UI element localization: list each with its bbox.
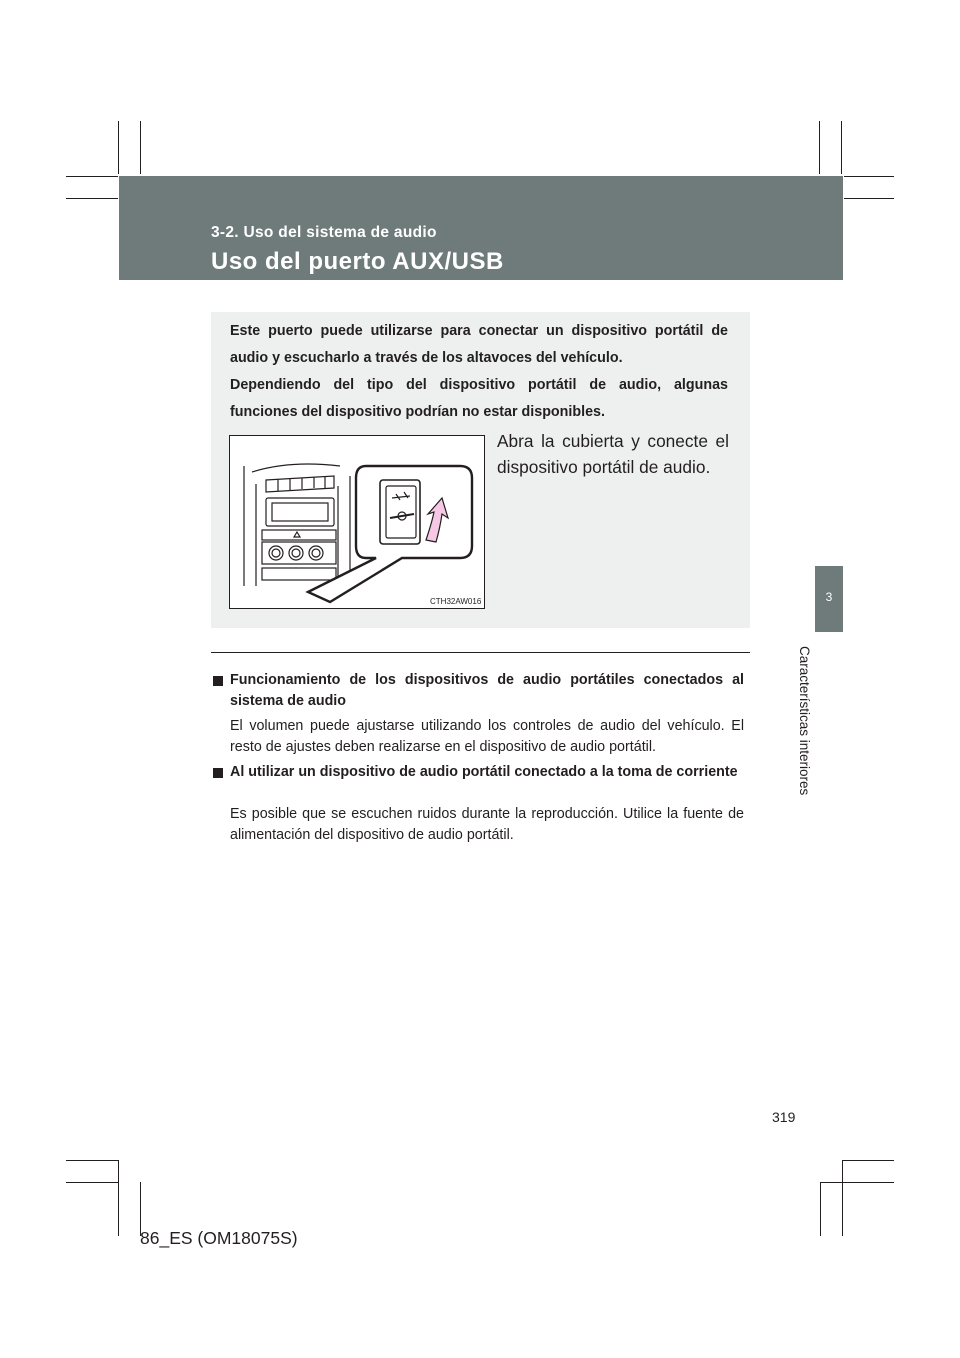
section-label: 3-2. Uso del sistema de audio [211, 224, 437, 241]
bullet-square-1 [213, 676, 223, 686]
note-1-body: El volumen puede ajustarse utilizando los controles de audio del vehículo. El resto de ajustes deben realizarse en el dispositivo de audio portátil. [230, 718, 744, 755]
note-2-body: Es posible que se escuchen ruidos durante la reproducción. Utilice la fuente de alimentación del dispositivo de audio portátil. [230, 806, 744, 843]
chapter-number: 3 [825, 590, 833, 604]
page-title: Uso del puerto AUX/USB [211, 248, 504, 275]
footer-code: 86_ES (OM18075S) [140, 1228, 298, 1248]
aux-usb-illustration [229, 435, 485, 609]
divider [211, 652, 750, 653]
step-instruction: Abra la cubierta y conecte el dispositivo portátil de audio. [497, 431, 729, 477]
bullet-square-2 [213, 768, 223, 778]
note-1-heading: Funcionamiento de los dispositivos de audio portátiles conectados al sistema de audio [230, 672, 744, 709]
intro-paragraph-2: Dependiendo del tipo del dispositivo portátil de audio, algunas funciones del dispositivo podrían no estar disponibles. [230, 377, 728, 420]
page-number: 319 [772, 1109, 796, 1125]
chapter-label: Características interiores [797, 646, 812, 796]
figure-code: CTH32AW016 [430, 597, 482, 606]
note-2-heading: Al utilizar un dispositivo de audio portátil conectado a la toma de corriente [230, 764, 738, 780]
intro-paragraph-1: Este puerto puede utilizarse para conectar un dispositivo portátil de audio y escucharlo a través de los altavoces del vehículo. [230, 323, 728, 366]
